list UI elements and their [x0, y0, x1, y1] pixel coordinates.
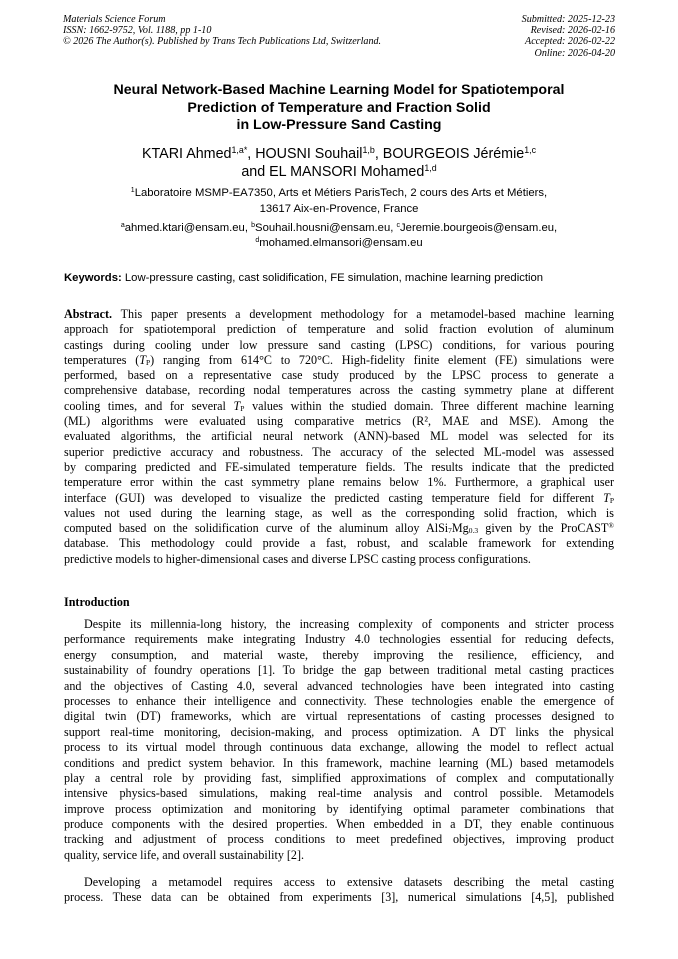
- author-affil-mark: 1,a*: [231, 145, 248, 156]
- symbol-tp: T: [233, 398, 241, 413]
- submitted-date: Submitted: 2025-12-23: [521, 14, 615, 25]
- abstract-line: comprehensive database, recording nodal temperatures across the casting symmetry plane at different: [64, 383, 614, 398]
- affiliation-mark: 1: [130, 187, 135, 195]
- title-line: in Low-Pressure Sand Casting: [236, 117, 442, 134]
- paragraph-line: intensive physics-based simulations, making real-time analysis and control possible. Metamodels: [64, 786, 614, 801]
- abstract-line: performed, based on a representative case study produced by the LPSC process to generate a: [64, 368, 614, 383]
- dates-header: [522, 14, 615, 59]
- abstract-line: by comparing predicted and FE-simulated temperature fields. The results indicate that the predicted: [64, 459, 614, 474]
- abstract-line: predictive models to higher-dimensional cases and diverse LPSC casting process configurations.: [64, 551, 531, 566]
- paragraph-line: Despite its millennia-long history, the increasing complexity of components and stricter process: [84, 617, 614, 631]
- abstract-label: Abstract.: [64, 307, 113, 321]
- paragraph-line: performance requirements make integrating Industry 4.0 technologies essential for reducing defects,: [64, 632, 614, 647]
- email-address[interactable]: Jeremie.bourgeois@ensam.eu,: [400, 222, 558, 234]
- paragraph-line: produce components with the desired properties. When embedded in a DT, they enable continuous: [64, 817, 614, 832]
- abstract-line: computed based on the solidification curve of the aluminum alloy $AlSi_7Mg_{0.3}$ given by the ProCAST®: [64, 521, 614, 536]
- journal-name: Materials Science Forum: [63, 14, 166, 25]
- abstract-line: (ML) algorithms were evaluated using comparative metrics (R², MAE and MSE). Among the: [64, 414, 614, 429]
- paragraph-line: sustainability of foundry operations [1]. To bridge the gap between traditional metal casting practices: [64, 663, 614, 678]
- abstract-line: interface (GUI) was developed to visualize the predicted casting temperature field for different $T_P$: [64, 490, 614, 505]
- paragraph-line: support real-time monitoring, decision-making, and process optimization. A DT links the physical: [64, 724, 614, 739]
- keywords: [64, 271, 624, 285]
- email-mark: b: [251, 222, 256, 230]
- keywords-text: Low-pressure casting, cast solidification, FE simulation, machine learning prediction: [121, 272, 544, 284]
- affiliation-text: Laboratoire MSMP-EA7350, Arts et Métiers ParisTech, 2 cours des Arts et Métiers,: [134, 187, 548, 199]
- author-emails: [60, 221, 618, 251]
- author-name: HOUSNI Souhail: [255, 146, 363, 162]
- abstract-line: castings during cooling under low pressure sand casting (LPSC) conditions, for various pouring: [64, 337, 614, 352]
- abstract-line: evaluated algorithms, the artificial neural network (ANN)-based ML model was selected for its: [64, 429, 614, 444]
- abstract: [64, 307, 614, 567]
- alloy-subscript: 0.3: [468, 526, 479, 536]
- author-name: KTARI Ahmed: [141, 146, 232, 162]
- revised-date: Revised: 2026-02-16: [530, 25, 615, 37]
- paragraph-line: Developing a metamodel requires access to extensive datasets describing the metal casting: [84, 875, 614, 889]
- paragraph-line: digital twin (DT) frameworks, which are virtual representations of casting processes designed to: [64, 709, 614, 724]
- abstract-line: superior predictive accuracy and robustness. The accuracy of the selected ML-model was assessed: [64, 444, 614, 459]
- abstract-line: values not used during the learning stage, as well as the corresponding solid fraction, which is: [64, 505, 614, 520]
- author-line: [60, 164, 618, 182]
- email-address[interactable]: mohamed.elmansori@ensam.eu: [259, 237, 423, 249]
- author-name: EL MANSORI Mohamed: [269, 163, 425, 180]
- abstract-line: Abstract. This paper presents a development methodology for a metamodel-based machine learning: [64, 307, 614, 321]
- author-affil-mark: 1,d: [424, 162, 437, 173]
- paragraph-line: play a central role by providing fast, simplified approximations of complex and computationally: [64, 770, 614, 785]
- author-affil-mark: 1,b: [362, 145, 375, 156]
- affiliation: [60, 185, 618, 217]
- paper-title: [60, 82, 618, 135]
- issn-volume: ISSN: 1662-9752, Vol. 1188, pp 1-10: [63, 25, 212, 37]
- online-date: Online: 2026-04-20: [534, 47, 615, 59]
- symbol-tp: T: [139, 352, 146, 367]
- author-list: [60, 146, 618, 181]
- author-conjunction: and: [241, 163, 270, 180]
- affiliation-line: 13617 Aix-en-Provence, France: [259, 203, 419, 215]
- paragraph-line: processes to enhance their intelligence and connectivity. These technologies enable the emergence of: [64, 693, 614, 708]
- intro-paragraph-1: [64, 617, 614, 863]
- paragraph-line: quality, service life, and overall sustainability [2].: [64, 847, 305, 862]
- paragraph-line: process. These data can be obtained from experiments [3], numerical simulations [4,5], published: [64, 890, 614, 905]
- author-affil-mark: 1,c: [524, 145, 537, 156]
- section-heading: Introduction: [64, 595, 130, 609]
- author-separator: ,: [374, 146, 383, 162]
- paragraph-line: conditions and predict system behavior. In this framework, machine learning (ML) based metamodels: [64, 755, 614, 770]
- email-address[interactable]: ahmed.ktari@ensam.eu,: [124, 222, 252, 234]
- author-name: BOURGEOIS Jérémie: [382, 146, 525, 162]
- paragraph-line: and the objectives of Casting 4.0, several advanced technologies have been integrated into casting: [64, 678, 614, 693]
- abstract-line: cooling times, and for several $T_P$ values within the studied domain. Three different machine learning: [64, 398, 614, 413]
- abstract-line: temperatures $(T_P)$ ranging from 614°C to 720°C. High-fidelity finite element (FE) simulations were: [64, 352, 614, 368]
- email-line: [60, 236, 618, 251]
- alloy-subscript: 7: [448, 526, 452, 536]
- paragraph-line: process to its virtual model through continuous data exchange, allowing the model to reflect actual: [64, 740, 614, 755]
- abstract-line: temperature error within the cast symmetry plane remains below 1%. Furthermore, a graphical user: [64, 475, 614, 490]
- email-mark: c: [396, 222, 401, 230]
- copyright-line: © 2026 The Author(s). Published by Trans Tech Publications Ltd, Switzerland.: [63, 36, 382, 48]
- author-line: [60, 146, 618, 164]
- keywords-label: Keywords:: [64, 272, 122, 284]
- paragraph-line: energy consumption, and material waste, thereby improving the resilience, efficiency, and: [64, 647, 614, 662]
- affiliation-line: [60, 185, 618, 201]
- abstract-line: approach for spatiotemporal prediction of temperature and solid fraction evolution of aluminum: [64, 322, 614, 337]
- email-line: [60, 221, 618, 236]
- email-mark: a: [120, 222, 125, 230]
- symbol-tp: T: [603, 490, 610, 505]
- paragraph-line: improve process optimization and monitoring by identifying optimal parameter combinations that: [64, 801, 614, 816]
- abstract-line: database. This methodology could provide a fast, robust, and scalable framework for extending: [64, 536, 614, 551]
- title-line: Prediction of Temperature and Fraction Solid: [187, 99, 491, 116]
- journal-header: [63, 14, 381, 48]
- paragraph-line: tracking and adjustment of process conditions to meet predefined objectives, improving product: [64, 832, 614, 847]
- email-mark: d: [255, 237, 260, 245]
- registered-mark: ®: [608, 521, 614, 531]
- title-line: Neural Network-Based Machine Learning Model for Spatiotemporal: [113, 82, 565, 98]
- email-address[interactable]: Souhail.housni@ensam.eu,: [255, 222, 397, 234]
- author-separator: ,: [247, 146, 256, 162]
- intro-paragraph-2: [64, 875, 614, 906]
- accepted-date: Accepted: 2026-02-22: [525, 36, 615, 48]
